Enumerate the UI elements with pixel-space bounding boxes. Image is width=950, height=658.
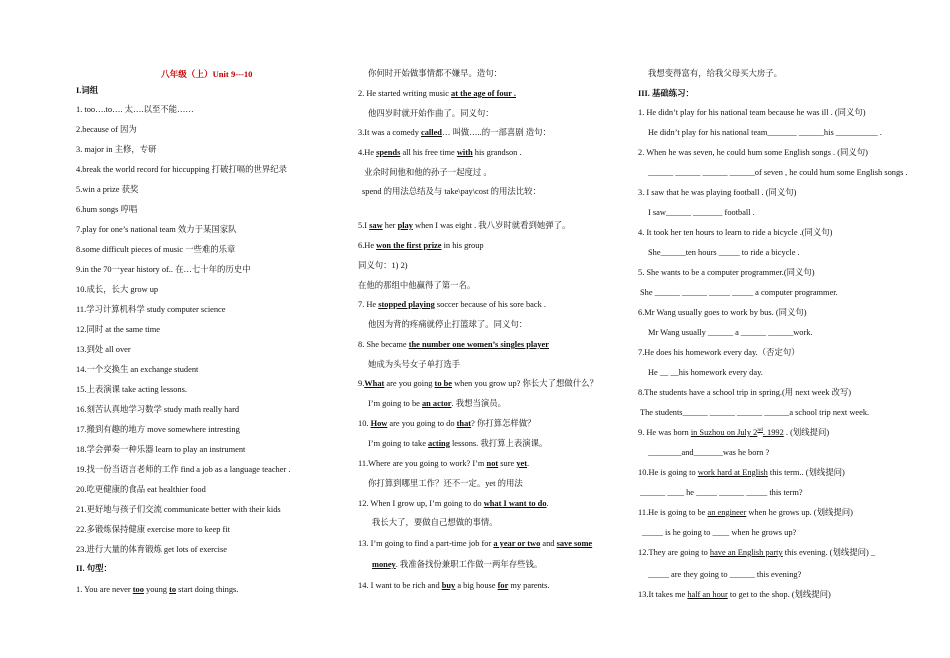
phrase-item: 21.更好地与孩子们交流 communicate better with their kids: [76, 505, 281, 514]
exercise-blank-line: Mr Wang usually ______ a ______ ______work.: [648, 328, 813, 337]
sentence-item: 7. He stopped playing soccer because of his sore back .: [358, 300, 546, 309]
sentence-item: I’m going to be an actor. 我想当演员。: [368, 399, 506, 408]
phrase-item: 19.找一份当语言老师的工作 find a job as a language teacher .: [76, 465, 291, 474]
phrase-item: 14.一个交换生 an exchange student: [76, 365, 199, 374]
phrase-item: 3. major in 主修，专研: [76, 145, 157, 154]
phrase-item: 13.到处 all over: [76, 345, 131, 354]
exercise-item: 9. He was born in Suzhou on July 2nd. 1992 . (划线提问): [638, 427, 830, 437]
sentence-item: 10. How are you going to do that? 你打算怎样做？: [358, 419, 536, 428]
sentence-note: 我想变得富有，给我父母买大房子。: [648, 69, 782, 78]
phrase-item: 16.刻苦认真地学习数学 study math really hard: [76, 405, 240, 414]
phrase-item: 11.学习计算机科学 study computer science: [76, 305, 226, 314]
exercise-item: 6.Mr Wang usually goes to work by bus. (同义句): [638, 308, 807, 317]
exercise-blank-line: ______ ____ he _____ ______ _____ this term?: [640, 488, 803, 497]
exercise-blank-line: _____ is he going to ____ when he grows up?: [642, 528, 797, 537]
exercise-item: 8.The students have a school trip in spring.(用 next week 改写): [638, 388, 852, 397]
sentence-item: 2. He started writing music at the age of four .: [358, 89, 517, 98]
sentence-item: 11.Where are you going to work? I’m not sure yet.: [358, 459, 530, 468]
exercise-item: 11.He is going to be an engineer when he grows up. (划线提问): [638, 508, 853, 517]
phrase-item: 5.win a prize 获奖: [76, 185, 139, 194]
section-heading-phrases: I.词组: [76, 86, 99, 95]
phrase-item: 2.because of 因为: [76, 125, 137, 134]
exercise-item: 13.It takes me half an hour to get to the shop. (划线提问): [638, 590, 831, 599]
sentence-item: 14. I want to be rich and buy a big house for my parents.: [358, 581, 550, 590]
exercise-blank-line: She______ten hours _____ to ride a bicycle .: [648, 248, 800, 257]
section-heading-exercises: III. 基础练习：: [638, 89, 694, 98]
exercise-item: 5. She wants to be a computer programmer.(同义句): [638, 268, 815, 277]
exercise-item: 4. It took her ten hours to learn to ride a bicycle .(同义句): [638, 228, 833, 237]
exercise-blank-line: I saw______ _______ football .: [648, 208, 755, 217]
exercise-item: 7.He does his homework every day.（否定句）: [638, 348, 800, 357]
exercise-item: 2. When he was seven, he could hum some English songs . (同义句): [638, 148, 868, 157]
sentence-item: money. 我准备找份兼职工作做一两年存些钱。: [372, 560, 543, 569]
exercise-item: 12.They are going to have an English party this evening. (划线提问) _: [638, 548, 876, 557]
sentence-note: 她成为头号女子单打选手: [368, 360, 461, 369]
phrase-item: 23.进行大量的体育锻炼 get lots of exercise: [76, 545, 227, 554]
exercise-item: 3. I saw that he was playing football . (同义句): [638, 188, 797, 197]
phrase-item: 17.搬到有趣的地方 move somewhere intresting: [76, 425, 240, 434]
sentence-note: 业余时间他和他的孙子一起度过 。: [364, 168, 492, 177]
sentence-note: 他因为背的疼痛就停止打篮球了。同义句：: [368, 320, 528, 329]
phrase-item: 1. too….to…. 太….以至不能……: [76, 105, 194, 114]
sentence-item: 4.He spends all his free time with his grandson .: [358, 148, 522, 157]
exercise-item: 10.He is going to work hard at English this term.. (划线提问): [638, 468, 845, 477]
sentence-item: 13. I’m going to find a part-time job for a year or two and save some: [358, 539, 593, 548]
phrase-item: 15.上表演课 take acting lessons.: [76, 385, 187, 394]
sentence-note: 你打算到哪里工作？还不一定。yet 的用法: [368, 479, 523, 488]
sentence-item: 9.What are you going to be when you grow up? 你长大了想做什么？: [358, 379, 598, 388]
phrase-item: 20.吃更健康的食品 eat healthier food: [76, 485, 206, 494]
exercise-blank-line: _____ are they going to ______ this evening?: [648, 570, 802, 579]
phrase-item: 12.同时 at the same time: [76, 325, 160, 334]
phrase-item: 22.多锻炼保持健康 exercise more to keep fit: [76, 525, 230, 534]
exercise-blank-line: ______ ______ ______ ______of seven , he could hum some English songs .: [648, 168, 908, 177]
sentence-item: 12. When I grow up, I’m going to do what I want to do.: [358, 499, 549, 508]
exercise-blank-line: He __ __his homework every day.: [648, 368, 763, 377]
phrase-item: 9.in the 70一year history of.. 在…七十年的历史中: [76, 265, 251, 274]
page-title: 八年级（上）Unit 9---10: [161, 69, 253, 79]
sentence-item: 8. She became the number one women’s singles player: [358, 340, 549, 349]
phrase-item: 18.学会弹奏一种乐器 learn to play an instrument: [76, 445, 246, 454]
sentence-item: I’m going to take acting lessons. 我打算上表演课。: [368, 439, 548, 448]
exercise-blank-line: He didn’t play for his national team_______ ______his __________ .: [648, 128, 882, 137]
sentence-item: 1. You are never too young to start doing things.: [76, 585, 239, 594]
phrase-item: 8.some difficult pieces of music 一些难的乐章: [76, 245, 236, 254]
phrase-item: 10.成长，长大 grow up: [76, 285, 159, 294]
sentence-note: 在他的那组中他赢得了第一名。: [358, 281, 476, 290]
section-heading-sentences: II. 句型：: [76, 564, 112, 573]
sentence-note: 你何时开始做事情都不嫌早。造句：: [368, 69, 502, 78]
exercise-blank-line: The students______ ______ ______ ______a school trip next week.: [640, 408, 870, 417]
exercise-blank-line: She ______ ______ _____ _____ a computer programmer.: [640, 288, 838, 297]
phrase-item: 4.break the world record for hiccupping 打破打嗝的世界纪录: [76, 165, 287, 174]
phrase-item: 7.play for one’s national team 效力于某国家队: [76, 225, 237, 234]
sentence-item: 6.He won the first prize in his group: [358, 241, 484, 250]
exercise-blank-line: ________and_______was he born ?: [648, 448, 770, 457]
sentence-item: 3.It was a comedy called… 叫做…..的一部喜剧 造句：: [358, 128, 551, 137]
exercise-item: 1. He didn’t play for his national team because he was ill . (同义句): [638, 108, 866, 117]
phrase-item: 6.hum songs 哼唱: [76, 205, 138, 214]
sentence-note: 他四岁时就开始作曲了。同义句：: [368, 109, 494, 118]
sentence-item: 5.I saw her play when I was eight . 我八岁时就看到她弹了。: [358, 221, 571, 230]
sentence-note: 我长大了，要做自己想做的事情。: [372, 518, 498, 527]
sentence-note: 同义句：1) 2): [358, 261, 408, 270]
sentence-note: spend 的用法总结及与 take\pay\cost 的用法比较：: [362, 187, 541, 196]
